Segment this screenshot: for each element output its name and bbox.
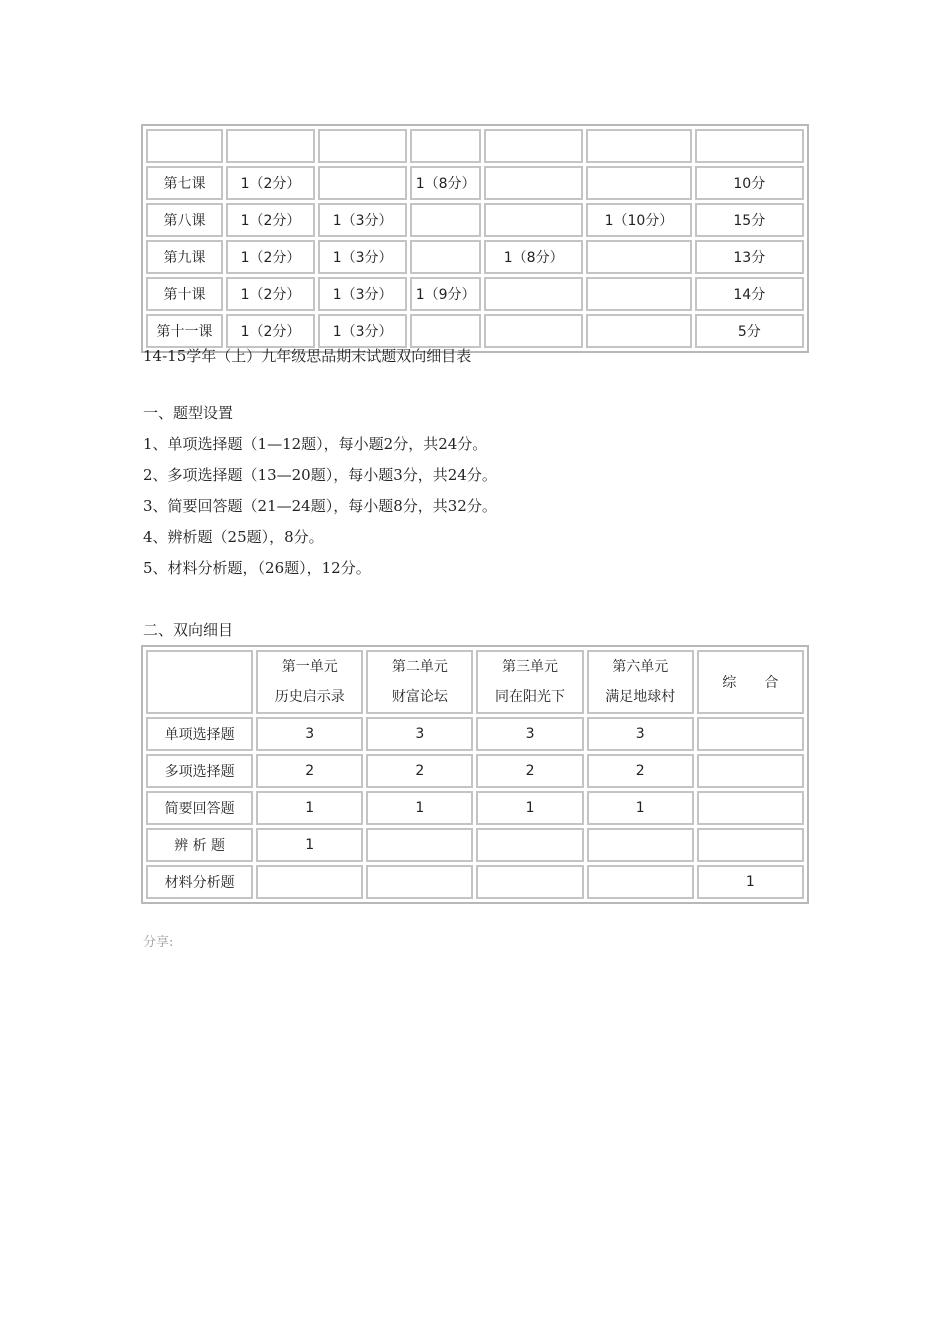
unit-title: 历史启示录 [274, 689, 345, 705]
unit-number: 第一单元 [281, 659, 338, 675]
table-cell: 1（9分） [410, 277, 481, 311]
total-cell: 5分 [695, 314, 804, 348]
unit-number: 第二单元 [391, 659, 448, 675]
table-cell [318, 166, 407, 200]
unit-number: 第三单元 [502, 659, 559, 675]
table-cell: 1（8分） [410, 166, 481, 200]
table-cell: 1（2分） [226, 203, 315, 237]
row-label: 第九课 [146, 240, 223, 274]
total-cell: 15分 [695, 203, 804, 237]
table-cell: 2 [587, 754, 694, 788]
unit-header [587, 650, 694, 714]
unit-title: 财富论坛 [391, 689, 448, 705]
table-cell [587, 865, 694, 899]
table-cell: 1（3分） [318, 314, 407, 348]
table-row [146, 129, 804, 163]
section-heading: 二、双向细目 [143, 621, 234, 639]
table-cell: 3 [366, 717, 473, 751]
table-row [146, 791, 804, 825]
table-cell: 2 [476, 754, 583, 788]
table-cell: 1（3分） [318, 240, 407, 274]
row-label: 第十课 [146, 277, 223, 311]
table-row [146, 166, 804, 200]
table-row [146, 650, 804, 714]
table-cell [586, 314, 691, 348]
list-item: 1、单项选择题（1—12题），每小题2分，共24分。 [143, 435, 488, 453]
table-cell: 1（3分） [318, 277, 407, 311]
table-cell: 2 [366, 754, 473, 788]
table-row [146, 865, 804, 899]
header-cell [318, 129, 407, 163]
table-cell: 1 [256, 791, 363, 825]
table-cell: 1（2分） [226, 277, 315, 311]
share-label: 分享: [143, 935, 174, 950]
header-cell [410, 129, 481, 163]
document-title: 14-15学年（上）九年级思品期末试题双向细目表 [143, 347, 472, 365]
table-row [146, 754, 804, 788]
table-cell: 1 [476, 791, 583, 825]
table-cell: 1 [587, 791, 694, 825]
table-row [146, 277, 804, 311]
table-row [146, 314, 804, 348]
table-cell [484, 166, 583, 200]
unit-title: 满足地球村 [605, 689, 676, 705]
unit-number: 第六单元 [612, 659, 669, 675]
table-cell [484, 277, 583, 311]
table-cell [476, 865, 583, 899]
table-cell: 2 [256, 754, 363, 788]
table-cell: 1 [366, 791, 473, 825]
unit-header [366, 650, 473, 714]
header-cell [586, 129, 691, 163]
section-heading: 一、题型设置 [143, 404, 234, 422]
table-cell [586, 277, 691, 311]
table-cell: 1（2分） [226, 166, 315, 200]
table-row [146, 717, 804, 751]
list-item: 5、材料分析题，（26题），12分。 [143, 559, 371, 577]
row-label: 材料分析题 [146, 865, 253, 899]
table-cell [484, 203, 583, 237]
table-cell: 1（3分） [318, 203, 407, 237]
table-row [146, 828, 804, 862]
table-cell: 1 [256, 828, 363, 862]
table-cell: 1 [697, 865, 804, 899]
unit-header [476, 650, 583, 714]
table-cell: 3 [476, 717, 583, 751]
row-label: 多项选择题 [146, 754, 253, 788]
table-cell [697, 754, 804, 788]
unit-header [256, 650, 363, 714]
row-label: 辨 析 题 [146, 828, 253, 862]
header-cell [146, 129, 223, 163]
two-way-detail-table [141, 645, 809, 904]
table-cell [476, 828, 583, 862]
table-cell [366, 865, 473, 899]
total-cell: 10分 [695, 166, 804, 200]
total-cell: 13分 [695, 240, 804, 274]
row-label: 单项选择题 [146, 717, 253, 751]
header-cell [695, 129, 804, 163]
table-cell: 1（10分） [586, 203, 691, 237]
comprehensive-header: 综 合 [697, 650, 804, 714]
list-item: 2、多项选择题（13—20题），每小题3分，共24分。 [143, 466, 497, 484]
table-cell: 1（8分） [484, 240, 583, 274]
table-cell [484, 314, 583, 348]
table-cell [256, 865, 363, 899]
row-label: 第八课 [146, 203, 223, 237]
row-label: 简要回答题 [146, 791, 253, 825]
table-row [146, 240, 804, 274]
table-cell: 3 [256, 717, 363, 751]
table-cell: 1（2分） [226, 240, 315, 274]
total-cell: 14分 [695, 277, 804, 311]
row-label: 第七课 [146, 166, 223, 200]
header-cell [226, 129, 315, 163]
row-label: 第十一课 [146, 314, 223, 348]
table-cell: 1（2分） [226, 314, 315, 348]
table-cell: 3 [587, 717, 694, 751]
table-cell [410, 314, 481, 348]
table-cell [366, 828, 473, 862]
list-item: 3、简要回答题（21—24题），每小题8分，共32分。 [143, 497, 497, 515]
table-cell [697, 828, 804, 862]
corner-cell [146, 650, 253, 714]
table-cell [410, 203, 481, 237]
lesson-score-table [141, 124, 809, 353]
table-cell [586, 166, 691, 200]
list-item: 4、辨析题（25题），8分。 [143, 528, 324, 546]
table-row [146, 203, 804, 237]
header-cell [484, 129, 583, 163]
unit-title: 同在阳光下 [495, 689, 566, 705]
table-cell [697, 717, 804, 751]
table-cell [587, 828, 694, 862]
table-cell [586, 240, 691, 274]
table-cell [410, 240, 481, 274]
table-cell [697, 791, 804, 825]
